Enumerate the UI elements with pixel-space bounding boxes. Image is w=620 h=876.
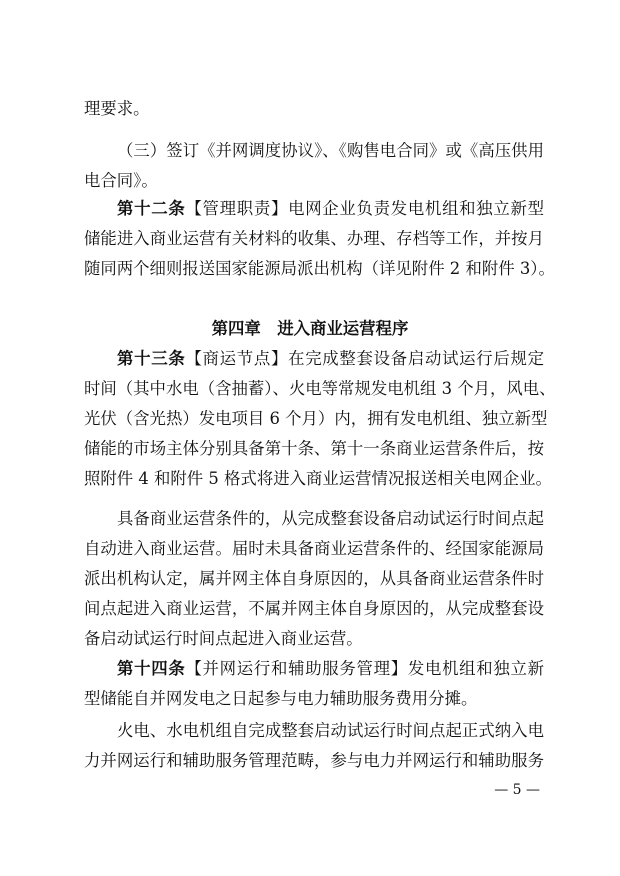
paragraph-line: 储能的市场主体分别具备第十条、第十一条商业运营条件后，按: [84, 439, 544, 458]
article-text: 【商运节点】在完成整套设备启动试运行后规定: [185, 349, 545, 368]
chapter-heading: 第四章 进入商业运营程序: [211, 319, 409, 338]
article-13-first-line: [117, 346, 544, 372]
paragraph-line: 理要求。: [84, 99, 150, 118]
paragraph-line: 照附件 4 和附件 5 格式将进入商业运营情况报送相关电网企业。: [84, 469, 552, 488]
article-text: 【管理职责】电网企业负责发电机组和独立新型: [185, 199, 545, 218]
paragraph-line: 派出机构认定，属并网主体自身原因的，从具备商业运营条件时: [84, 569, 544, 588]
paragraph-line: 备启动试运行时间点起进入商业运营。: [84, 629, 363, 648]
paragraph-line: 光伏（含光热）发电项目 6 个月）内，拥有发电机组、独立新型: [84, 409, 548, 428]
paragraph-line: 具备商业运营条件的，从完成整套设备启动试运行时间点起: [117, 509, 544, 528]
paragraph-line: 随同两个细则报送国家能源局派出机构（详见附件 2 和附件 3）。: [84, 259, 555, 278]
article-12-first-line: [117, 196, 544, 222]
page-number: — 5 —: [494, 782, 540, 798]
paragraph-line: 自动进入商业运营。届时未具备商业运营条件的、经国家能源局: [84, 539, 544, 558]
paragraph-line: 时间（其中水电（含抽蓄）、火电等常规发电机组 3 个月，风电、: [84, 379, 556, 398]
paragraph-line: 电合同》。: [84, 171, 158, 190]
paragraph-line: 型储能自并网发电之日起参与电力辅助服务费用分摊。: [84, 689, 478, 708]
paragraph-line: 储能进入商业运营有关材料的收集、办理、存档等工作，并按月: [84, 229, 544, 248]
paragraph-line: 力并网运行和辅助服务管理范畴，参与电力并网运行和辅助服务: [84, 751, 544, 770]
article-14-first-line: [117, 656, 544, 682]
article-number: 第十三条: [117, 349, 186, 368]
paragraph-line: 火电、水电机组自完成整套启动试运行时间点起正式纳入电: [117, 721, 544, 740]
article-number: 第十四条: [117, 659, 186, 678]
paragraph-line: （三）签订《并网调度协议》、《购售电合同》或《高压供用: [117, 141, 544, 160]
article-text: 【并网运行和辅助服务管理】发电机组和独立新: [185, 659, 545, 678]
paragraph-line: 间点起进入商业运营，不属并网主体自身原因的，从完成整套设: [84, 599, 544, 618]
article-number: 第十二条: [117, 199, 186, 218]
